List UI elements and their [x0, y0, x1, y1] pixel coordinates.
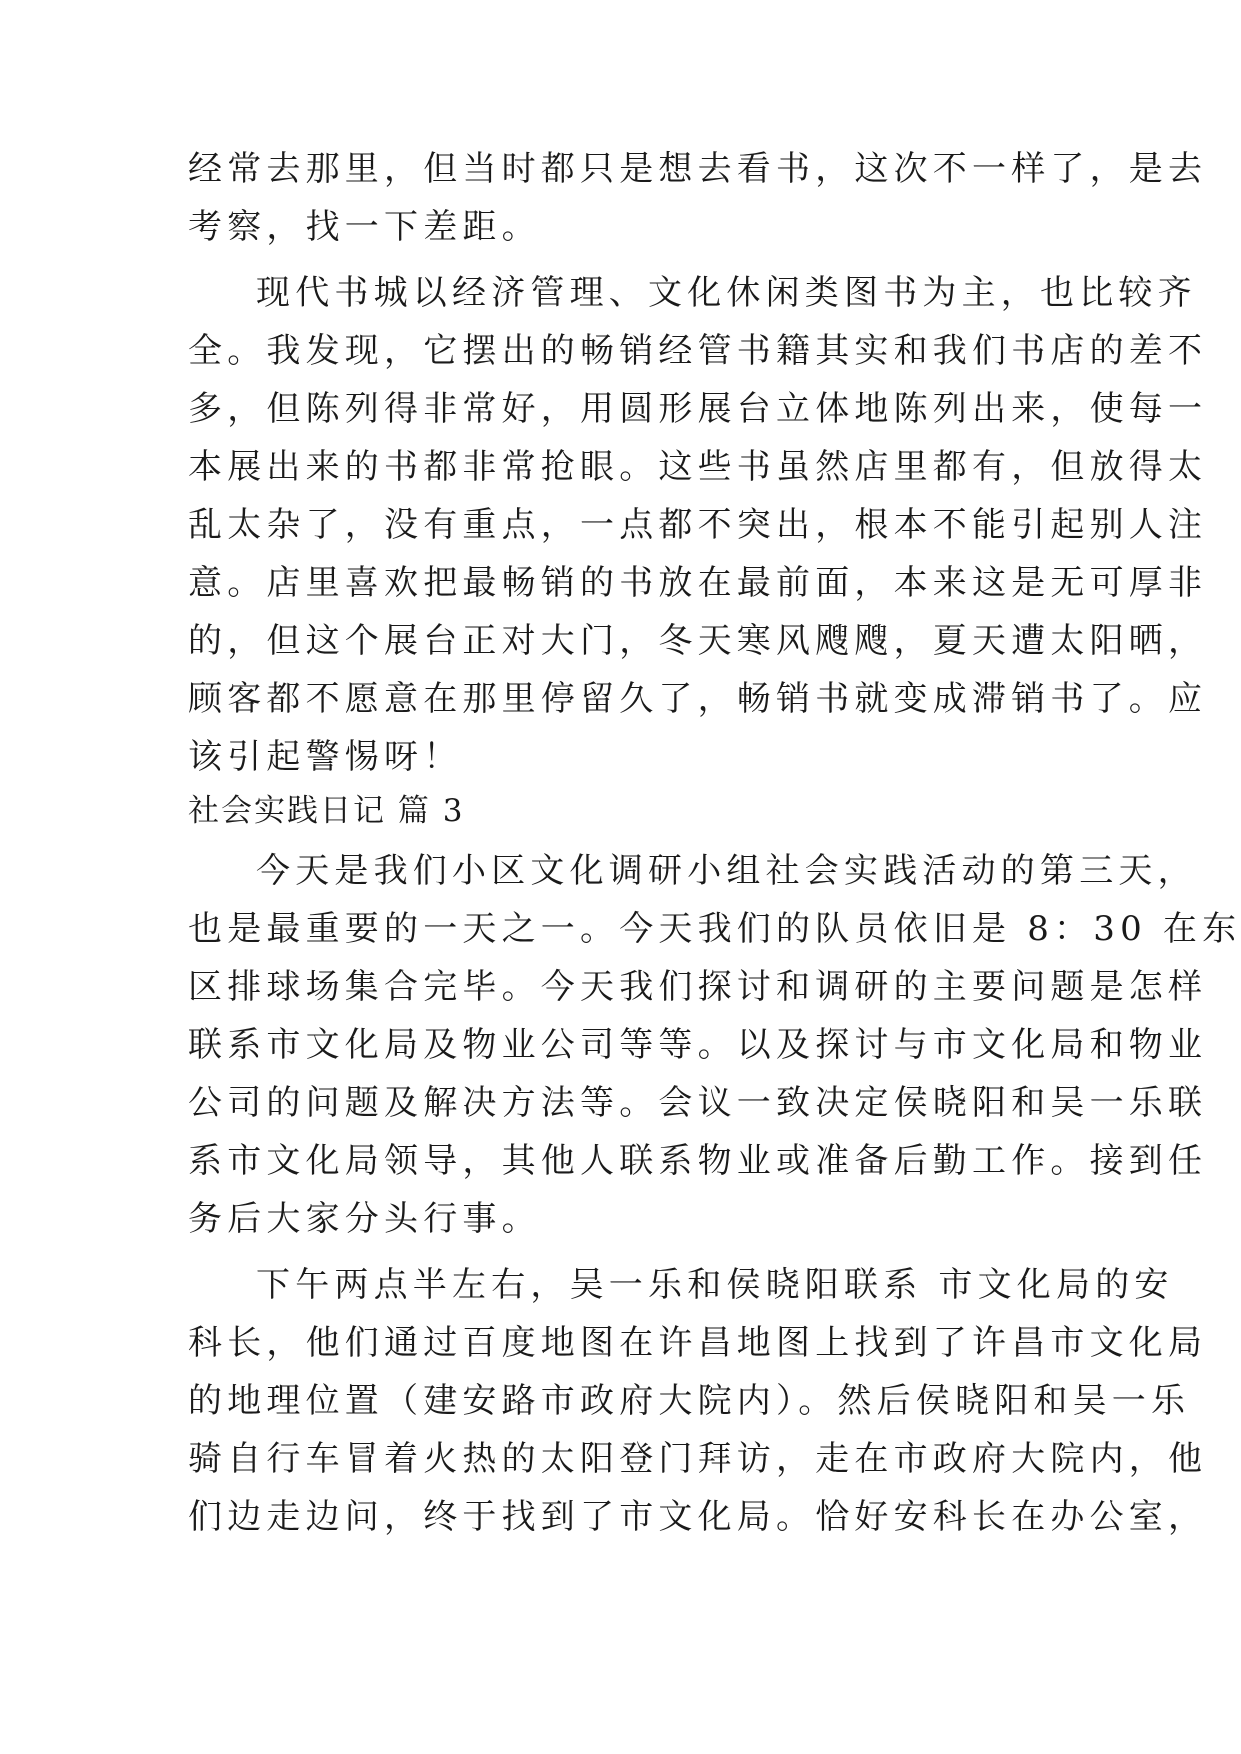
text-line: 乱太杂了，没有重点，一点都不突出，根本不能引起别人注: [188, 505, 1208, 545]
paragraph-first-line: 下午两点半左右，吴一乐和侯晓阳联系 市文化局的安: [256, 1265, 1174, 1305]
text-line: 们边走边问，终于找到了市文化局。恰好安科长在办公室，: [188, 1497, 1208, 1537]
text-line: 经常去那里，但当时都只是想去看书，这次不一样了，是去: [188, 149, 1208, 189]
text-line: 的地理位置（建安路市政府大院内）。然后侯晓阳和吴一乐: [188, 1381, 1191, 1421]
text-line: 多，但陈列得非常好，用圆形展台立体地陈列出来，使每一: [188, 389, 1208, 429]
text-line: 联系市文化局及物业公司等等。以及探讨与市文化局和物业: [188, 1025, 1208, 1065]
text-line: 全。我发现，它摆出的畅销经管书籍其实和我们书店的差不: [188, 331, 1208, 371]
text-line: 该引起警惕呀！: [188, 737, 463, 777]
section-heading: 社会实践日记 篇 3: [188, 793, 465, 829]
text-line: 科长，他们通过百度地图在许昌地图上找到了许昌市文化局: [188, 1323, 1208, 1363]
text-line: 务后大家分头行事。: [188, 1199, 541, 1239]
text-line: 公司的问题及解决方法等。会议一致决定侯晓阳和吴一乐联: [188, 1083, 1208, 1123]
paragraph-first-line: 现代书城以经济管理、文化休闲类图书为主，也比较齐: [256, 273, 1197, 313]
text-line: 也是最重要的一天之一。今天我们的队员依旧是 8：30 在东: [188, 909, 1241, 949]
text-line: 系市文化局领导，其他人联系物业或准备后勤工作。接到任: [188, 1141, 1208, 1181]
text-line: 意。店里喜欢把最畅销的书放在最前面，本来这是无可厚非: [188, 563, 1208, 603]
text-line: 骑自行车冒着火热的太阳登门拜访，走在市政府大院内，他: [188, 1439, 1208, 1479]
text-line: 本展出来的书都非常抢眼。这些书虽然店里都有，但放得太: [188, 447, 1208, 487]
text-line: 的，但这个展台正对大门，冬天寒风飕飕，夏天遭太阳晒，: [188, 621, 1208, 661]
paragraph-first-line: 今天是我们小区文化调研小组社会实践活动的第三天，: [256, 851, 1197, 891]
text-line: 考察，找一下差距。: [188, 207, 541, 247]
text-line: 区排球场集合完毕。今天我们探讨和调研的主要问题是怎样: [188, 967, 1208, 1007]
text-line: 顾客都不愿意在那里停留久了，畅销书就变成滞销书了。应: [188, 679, 1208, 719]
